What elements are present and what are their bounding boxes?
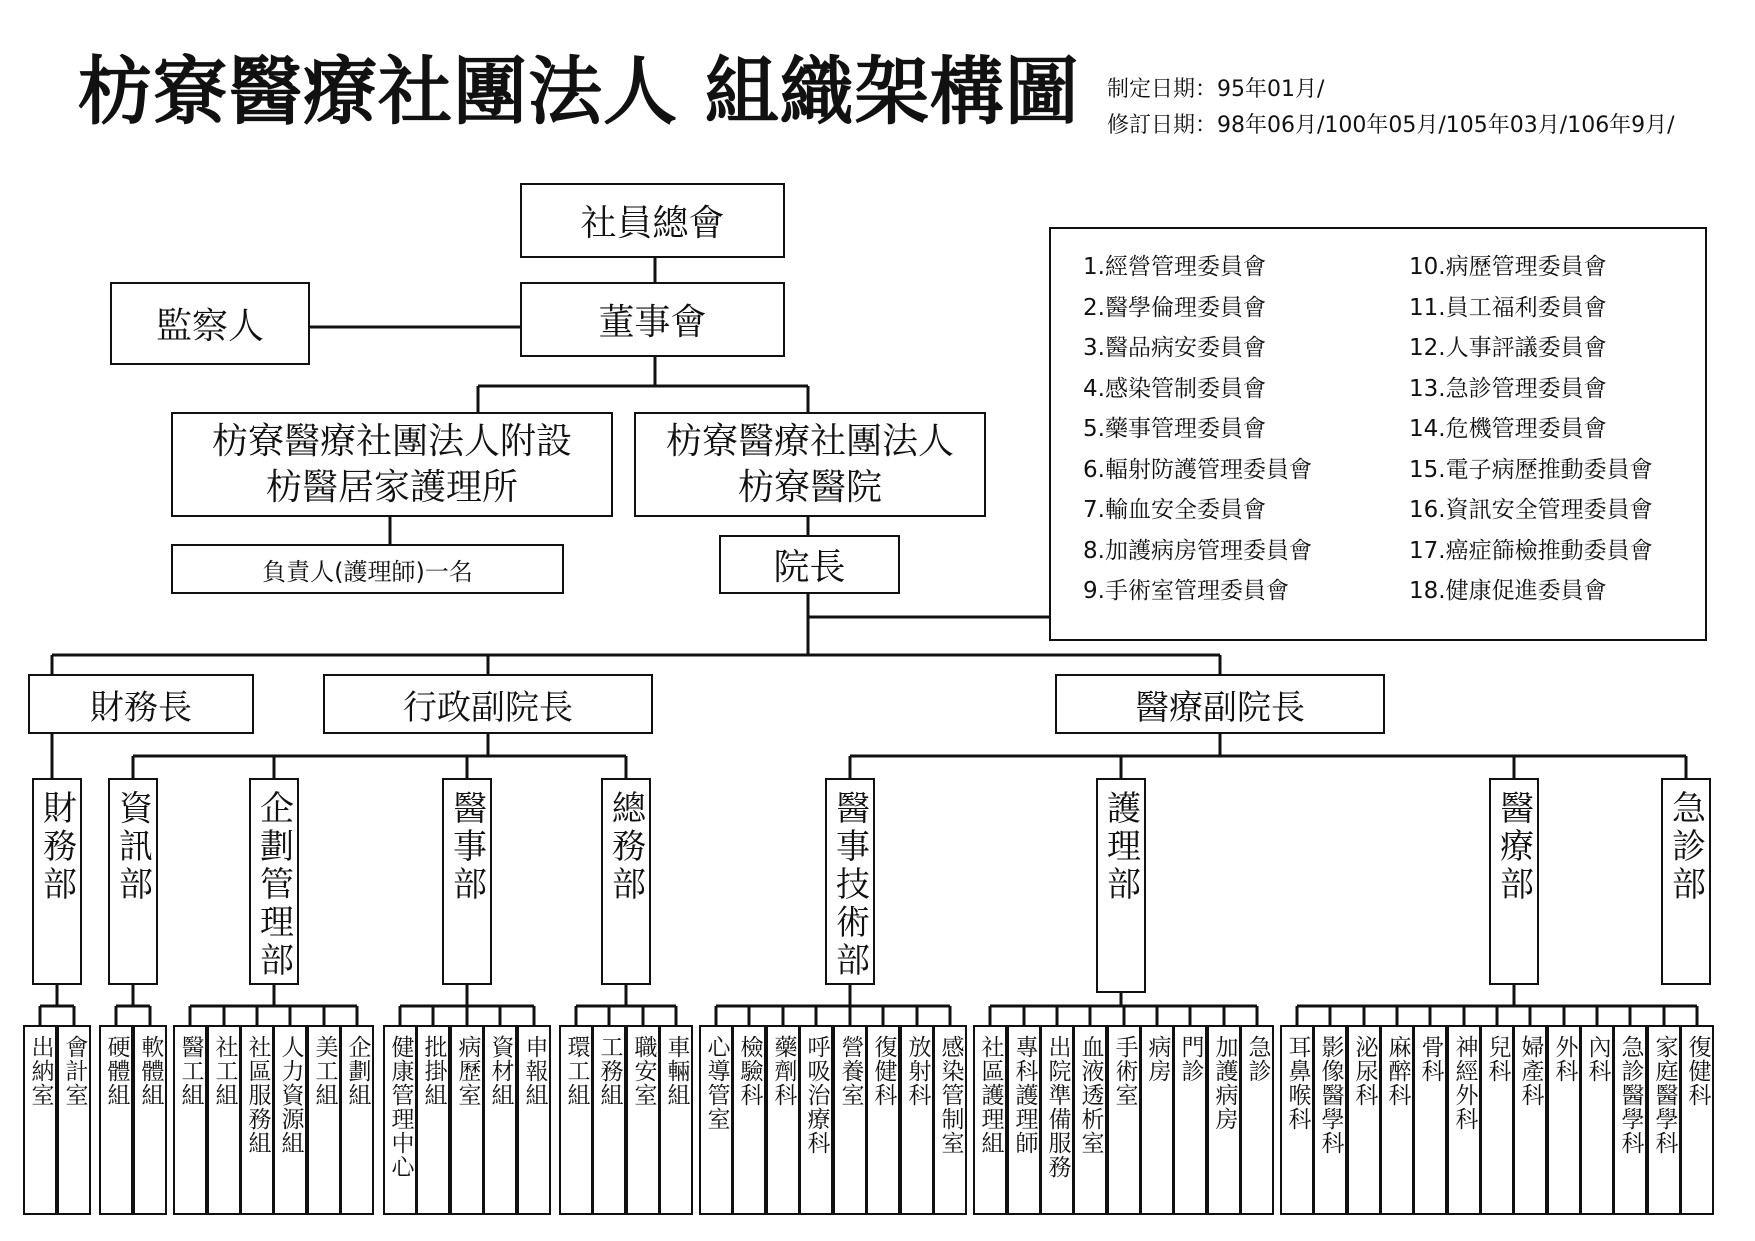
unit-label: 泌尿科 — [1351, 1035, 1378, 1107]
revision-dates — [1107, 72, 1675, 144]
committee-item: 5.藥事管理委員會 — [1083, 416, 1266, 442]
unit-label: 健康管理中心 — [387, 1035, 414, 1179]
unit-label: 營養室 — [837, 1035, 864, 1107]
unit-box[interactable] — [1040, 1025, 1074, 1215]
unit-label: 復健科 — [870, 1035, 897, 1107]
committee-item: 13.急診管理委員會 — [1409, 375, 1607, 402]
unit-box[interactable] — [933, 1025, 967, 1215]
unit-label: 社區服務組 — [244, 1035, 271, 1155]
unit-box[interactable] — [659, 1025, 693, 1215]
unit-label: 社工組 — [211, 1035, 238, 1107]
unit-label: 病房 — [1144, 1035, 1171, 1083]
unit-box[interactable] — [1207, 1025, 1241, 1215]
unit-box[interactable] — [866, 1025, 900, 1215]
unit-box[interactable] — [1347, 1025, 1381, 1215]
unit-label: 美工組 — [311, 1035, 338, 1107]
unit-box[interactable] — [1313, 1025, 1347, 1215]
unit-box[interactable] — [307, 1025, 341, 1215]
unit-label: 檢驗科 — [736, 1035, 763, 1107]
dept-planning-label: 企劃管理部 — [253, 790, 294, 980]
revised-dates: 修訂日期：98年06月/100年05月/105年03月/106年9月/ — [1107, 113, 1675, 138]
supervisor-node[interactable] — [110, 282, 310, 365]
unit-label: 感染管制室 — [937, 1035, 964, 1155]
unit-label: 申報組 — [521, 1035, 548, 1107]
unit-label: 血液透析室 — [1077, 1035, 1104, 1155]
committee-item: 16.資訊安全管理委員會 — [1409, 497, 1653, 523]
dept-it[interactable] — [108, 778, 158, 985]
unit-box[interactable] — [1513, 1025, 1547, 1215]
supervisor-label: 監察人 — [155, 306, 264, 347]
admin-vp-label: 行政副院長 — [403, 687, 573, 728]
unit-box[interactable] — [173, 1025, 207, 1215]
unit-label: 工務組 — [596, 1035, 623, 1107]
unit-box[interactable] — [1580, 1025, 1614, 1215]
unit-label: 兒科 — [1484, 1035, 1511, 1083]
unit-label: 藥劑科 — [770, 1035, 797, 1107]
dept-general-affairs[interactable] — [601, 778, 651, 985]
unit-box[interactable] — [1073, 1025, 1107, 1215]
unit-box[interactable] — [699, 1025, 733, 1215]
unit-box[interactable] — [1107, 1025, 1141, 1215]
committee-item: 8.加護病房管理委員會 — [1083, 537, 1312, 564]
committee-item: 15.電子病歷推動委員會 — [1409, 456, 1653, 483]
cfo-label: 財務長 — [90, 687, 192, 728]
unit-box[interactable] — [592, 1025, 626, 1215]
hospital-node[interactable] — [634, 412, 986, 517]
unit-box[interactable] — [1280, 1025, 1314, 1215]
unit-label: 手術室 — [1111, 1035, 1138, 1107]
dept-medical-label: 醫療部 — [1493, 790, 1534, 904]
unit-box[interactable] — [383, 1025, 417, 1215]
unit-box[interactable] — [1547, 1025, 1581, 1215]
unit-label: 病歷室 — [454, 1035, 481, 1107]
unit-box[interactable] — [732, 1025, 766, 1215]
general-assembly-label: 社員總會 — [580, 203, 725, 244]
unit-box[interactable] — [273, 1025, 307, 1215]
committee-item: 18.健康促進委員會 — [1409, 578, 1607, 604]
committee-item: 12.人事評議委員會 — [1409, 335, 1607, 361]
unit-box[interactable] — [416, 1025, 450, 1215]
dept-finance-label: 財務部 — [36, 790, 77, 904]
medical-vp-label: 醫療副院長 — [1135, 687, 1305, 728]
dept-nursing[interactable] — [1096, 778, 1146, 993]
committee-list-right — [1409, 247, 1653, 612]
dept-nursing-label: 護理部 — [1100, 790, 1141, 904]
unit-label: 急診醫學科 — [1617, 1035, 1644, 1155]
unit-box[interactable] — [207, 1025, 241, 1215]
dept-medical-affairs-label: 醫事部 — [446, 790, 487, 904]
medical-vp-node[interactable] — [1055, 674, 1385, 734]
dept-emergency-label: 急診部 — [1665, 790, 1706, 904]
unit-box[interactable] — [1480, 1025, 1514, 1215]
unit-label: 專科護理師 — [1011, 1035, 1038, 1155]
unit-box[interactable] — [799, 1025, 833, 1215]
committee-item: 14.危機管理委員會 — [1409, 416, 1607, 442]
unit-label: 企劃組 — [344, 1035, 371, 1107]
unit-box[interactable] — [766, 1025, 800, 1215]
dept-general-affairs-label: 總務部 — [605, 790, 646, 904]
unit-box[interactable] — [240, 1025, 274, 1215]
unit-box[interactable] — [1380, 1025, 1414, 1215]
unit-box[interactable] — [833, 1025, 867, 1215]
home-care-line1: 枋寮醫療社團法人附設 — [211, 420, 572, 462]
unit-box[interactable] — [973, 1025, 1007, 1215]
unit-box[interactable] — [483, 1025, 517, 1215]
page-title: 枋寮醫療社團法人 組織架構圖 — [78, 49, 1080, 135]
dept-medical-tech[interactable] — [825, 778, 875, 985]
unit-box[interactable] — [1447, 1025, 1481, 1215]
unit-label: 外科 — [1551, 1035, 1578, 1083]
unit-box[interactable] — [1007, 1025, 1041, 1215]
unit-label: 出納室 — [27, 1035, 54, 1107]
hospital-line1: 枋寮醫療社團法人 — [665, 420, 954, 462]
committee-item: 1.經營管理委員會 — [1083, 254, 1266, 280]
unit-box[interactable] — [23, 1025, 57, 1215]
unit-box[interactable] — [340, 1025, 374, 1215]
committee-item: 9.手術室管理委員會 — [1083, 578, 1289, 604]
unit-box[interactable] — [1240, 1025, 1274, 1215]
unit-label: 骨科 — [1417, 1035, 1444, 1083]
unit-box[interactable] — [1680, 1025, 1714, 1215]
committee-item: 17.癌症篩檢推動委員會 — [1409, 537, 1653, 564]
committee-item: 4.感染管制委員會 — [1083, 375, 1266, 402]
unit-label: 人力資源組 — [277, 1035, 304, 1155]
committee-item: 7.輸血安全委員會 — [1083, 497, 1266, 523]
unit-label: 內科 — [1584, 1035, 1611, 1083]
unit-label: 心導管室 — [703, 1035, 730, 1131]
unit-label: 耳鼻喉科 — [1284, 1035, 1311, 1131]
unit-box[interactable] — [626, 1025, 660, 1215]
director-node[interactable] — [719, 535, 900, 594]
unit-label: 出院準備服務 — [1044, 1035, 1071, 1179]
unit-box[interactable] — [1647, 1025, 1681, 1215]
unit-label: 資材組 — [487, 1035, 514, 1107]
unit-box[interactable] — [559, 1025, 593, 1215]
unit-label: 婦產科 — [1517, 1035, 1544, 1107]
hospital-line2: 枋寮醫院 — [737, 466, 882, 508]
unit-box[interactable] — [900, 1025, 934, 1215]
unit-label: 硬體組 — [103, 1035, 130, 1107]
committee-item: 10.病歷管理委員會 — [1409, 254, 1607, 280]
committee-list — [1049, 227, 1707, 641]
committee-item: 6.輻射防護管理委員會 — [1083, 456, 1312, 483]
unit-label: 急診 — [1244, 1035, 1271, 1083]
dept-finance[interactable] — [32, 778, 82, 985]
dept-medical[interactable] — [1489, 778, 1539, 985]
committee-item: 11.員工福利委員會 — [1409, 294, 1607, 321]
board-label: 董事會 — [598, 302, 707, 343]
unit-box[interactable] — [1140, 1025, 1174, 1215]
unit-label: 麻醉科 — [1384, 1035, 1411, 1107]
unit-label: 影像醫學科 — [1317, 1035, 1344, 1155]
dept-it-label: 資訊部 — [112, 790, 153, 904]
unit-label: 神經外科 — [1451, 1035, 1478, 1131]
cfo-node[interactable] — [28, 674, 254, 734]
unit-label: 批掛組 — [420, 1035, 447, 1107]
unit-box[interactable] — [517, 1025, 551, 1215]
unit-label: 醫工組 — [177, 1035, 204, 1107]
dept-emergency[interactable] — [1661, 778, 1711, 985]
unit-box[interactable] — [1613, 1025, 1647, 1215]
admin-vp-node[interactable] — [323, 674, 653, 734]
unit-label: 放射科 — [904, 1035, 931, 1107]
unit-box[interactable] — [133, 1025, 167, 1215]
director-label: 院長 — [773, 547, 846, 588]
unit-label: 軟體組 — [137, 1035, 164, 1107]
unit-label: 社區護理組 — [977, 1035, 1004, 1155]
unit-label: 加護病房 — [1211, 1035, 1238, 1131]
home-care-line2: 枋醫居家護理所 — [265, 466, 518, 508]
established-date: 制定日期：95年01月/ — [1107, 77, 1325, 102]
board-node[interactable] — [520, 282, 785, 357]
committee-item: 3.醫品病安委員會 — [1083, 335, 1266, 361]
unit-label: 復健科 — [1684, 1035, 1711, 1107]
unit-label: 呼吸治療科 — [803, 1035, 830, 1155]
unit-box[interactable] — [1173, 1025, 1207, 1215]
dept-medical-affairs[interactable] — [442, 778, 492, 985]
unit-label: 家庭醫學科 — [1651, 1035, 1678, 1155]
unit-box[interactable] — [450, 1025, 484, 1215]
home-care-node[interactable] — [171, 412, 613, 517]
dept-planning[interactable] — [249, 778, 299, 985]
committee-list-left — [1083, 247, 1312, 612]
unit-box[interactable] — [1413, 1025, 1447, 1215]
home-care-head-node[interactable] — [171, 544, 564, 594]
unit-label: 車輛組 — [663, 1035, 690, 1107]
unit-label: 職安室 — [630, 1035, 657, 1107]
unit-label: 會計室 — [61, 1035, 88, 1107]
unit-box[interactable] — [99, 1025, 133, 1215]
home-care-head-label: 負責人(護理師)一名 — [262, 557, 473, 586]
unit-label: 門診 — [1177, 1035, 1204, 1083]
general-assembly-node[interactable] — [520, 183, 785, 258]
dept-medical-tech-label: 醫事技術部 — [829, 790, 870, 980]
unit-label: 環工組 — [563, 1035, 590, 1107]
committee-item: 2.醫學倫理委員會 — [1083, 294, 1266, 321]
unit-box[interactable] — [57, 1025, 91, 1215]
